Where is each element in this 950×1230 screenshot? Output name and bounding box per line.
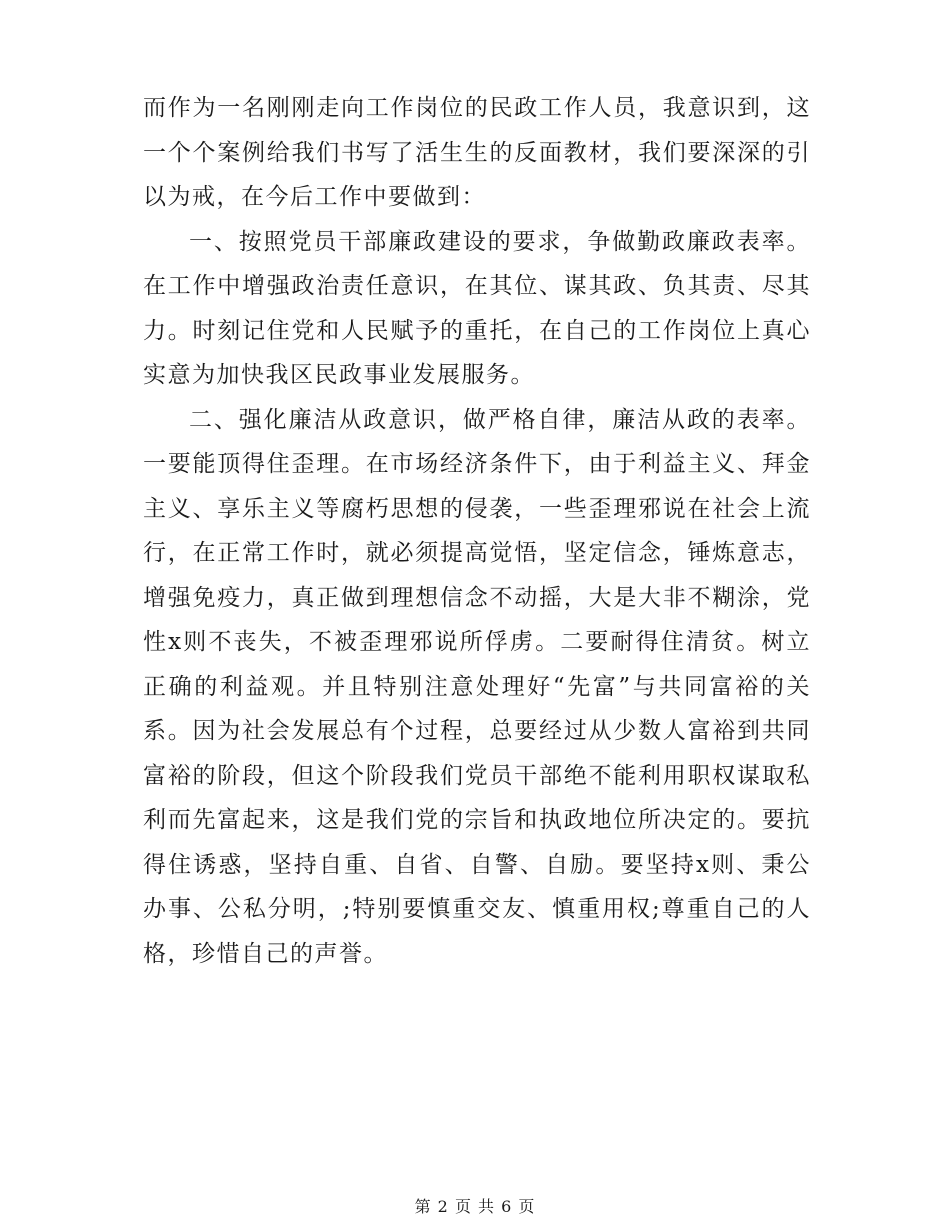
paragraph-intro: 而作为一名刚刚走向工作岗位的民政工作人员，我意识到，这一个个案例给我们书写了活生生的反面教材，我们要深深的引以为戒，在今后工作中要做到：: [143, 95, 811, 210]
paragraph-point-one: 一、按照党员干部廉政建设的要求，争做勤政廉政表率。在工作中增强政治责任意识，在其位、谋其政、负其责、尽其力。时刻记住党和人民赋予的重托，在自己的工作岗位上真心实意为加快我区民政事业发展服务。: [143, 228, 811, 388]
page-footer: [0, 1194, 950, 1217]
page-number-label: 第 2 页 共 6 页: [414, 1197, 536, 1216]
document-body: [143, 86, 811, 976]
paragraph-point-two: 二、强化廉洁从政意识，做严格自律，廉洁从政的表率。一要能顶得住歪理。在市场经济条件下，由于利益主义、拜金主义、享乐主义等腐朽思想的侵袭，一些歪理邪说在社会上流行，在正常工作时，就必须提高觉悟，坚定信念，锤炼意志，增强免疫力，真正做到理想信念不动摇，大是大非不糊涂，党性x则不丧失，不被歪理邪说所俘虏。二要耐得住清贫。树立正确的利益观。并且特别注意处理好“先富”与共同富裕的关系。因为社会发展总有个过程，总要经过从少数人富裕到共同富裕的阶段，但这个阶段我们党员干部绝不能利用职权谋取私利而先富起来，这是我们党的宗旨和执政地位所决定的。要抗得住诱惑，坚持自重、自省、自警、自励。要坚持x则、秉公办事、公私分明，;特别要慎重交友、慎重用权;尊重自己的人格，珍惜自己的声誉。: [143, 406, 811, 967]
